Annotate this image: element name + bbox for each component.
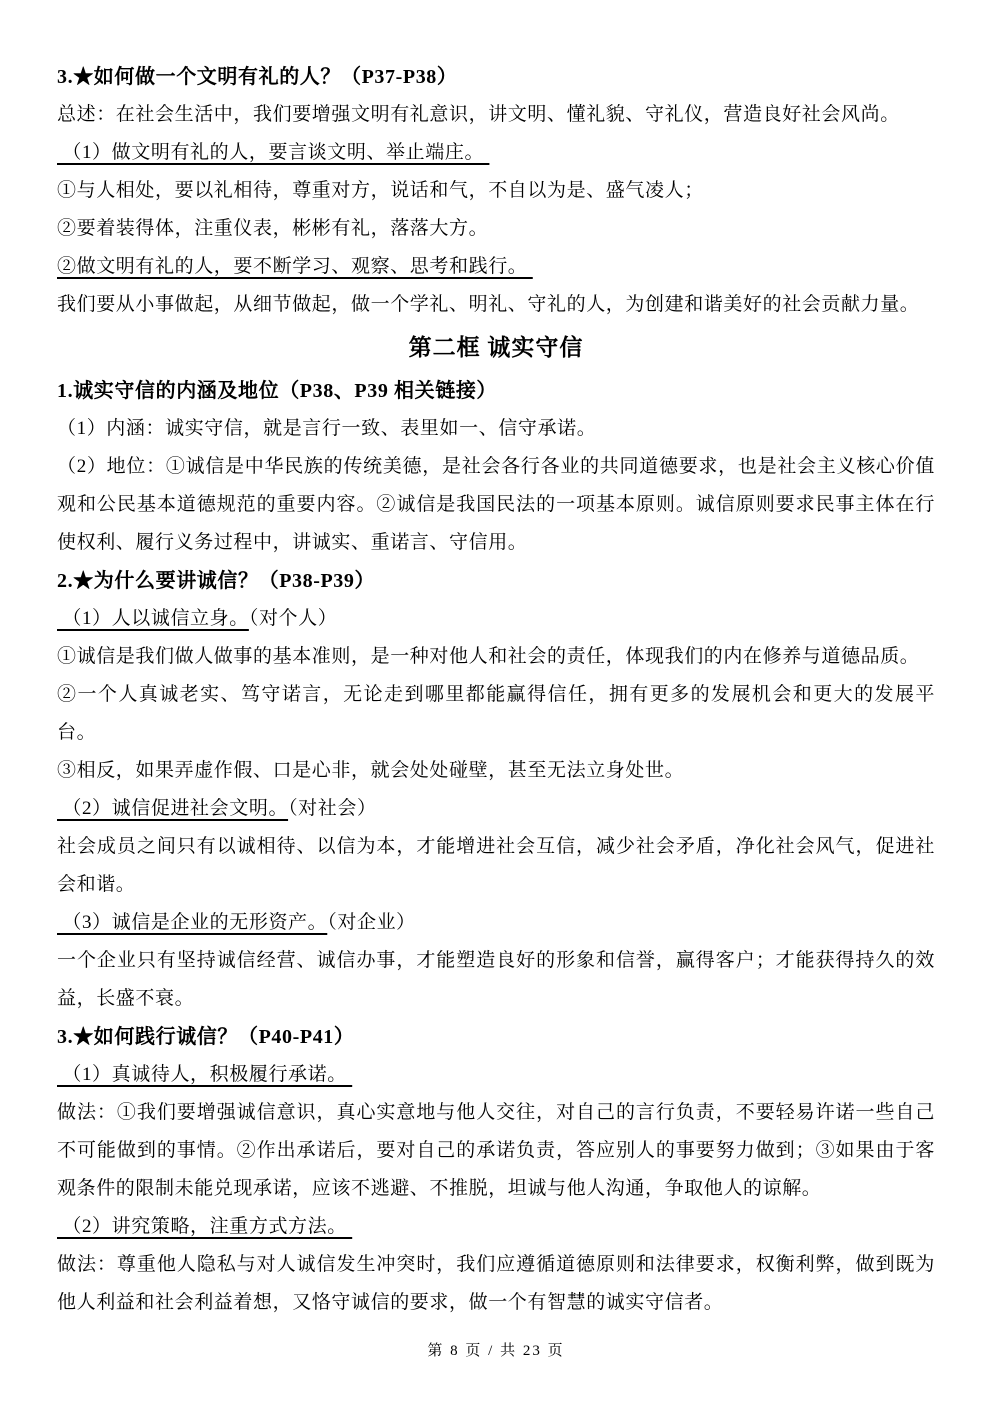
underlined-statement — [57, 790, 935, 828]
underlined-statement — [57, 1208, 935, 1246]
paragraph: ③相反，如果弄虚作假、口是心非，就会处处碰壁，甚至无法立身处世。 — [57, 760, 685, 781]
paragraph: （2）地位：①诚信是中华民族的传统美德，是社会各行各业的共同道德要求，也是社会主义核心价值观和公民基本道德规范的重要内容。②诚信是我国民法的一项基本原则。诚信原则要求民事主体在行使权利、履行义务过程中，讲诚实、重诺言、守信用。 — [57, 456, 935, 553]
underlined-text: （1）人以诚信立身。 — [57, 608, 249, 629]
page-footer: 第 8 页 / 共 23 页 — [427, 1343, 565, 1359]
paragraph: 一个企业只有坚持诚信经营、诚信办事，才能塑造良好的形象和信誉，赢得客户；才能获得持久的效益，长盛不衰。 — [57, 950, 935, 1009]
underlined-text: （3）诚信是企业的无形资产。 — [57, 912, 328, 933]
underlined-text: （1）做文明有礼的人，要言谈文明、举止端庄。 — [57, 142, 490, 163]
paragraph: 总述：在社会生活中，我们要增强文明有礼意识，讲文明、懂礼貌、守礼仪，营造良好社会风尚。 — [57, 104, 900, 125]
section-title: 第二框 诚实守信 — [408, 335, 584, 360]
underlined-statement — [57, 248, 935, 286]
plain-text: （对个人） — [248, 608, 338, 629]
underlined-text: （1）真诚待人，积极履行承诺。 — [57, 1064, 353, 1085]
plain-text: （对社会） — [288, 798, 377, 819]
paragraph: 社会成员之间只有以诚相待、以信为本，才能增进社会互信，减少社会矛盾，净化社会风气，促进社会和谐。 — [57, 836, 935, 895]
underlined-statement — [57, 600, 935, 638]
paragraph: ②一个人真诚老实、笃守诺言，无论走到哪里都能赢得信任，拥有更多的发展机会和更大的发展平台。 — [57, 684, 935, 743]
question-heading: 2.★为什么要讲诚信？（P38-P39） — [57, 570, 376, 592]
underlined-text: （2）诚信促进社会文明。 — [57, 798, 289, 819]
paragraph: 做法：尊重他人隐私与对人诚信发生冲突时，我们应遵循道德原则和法律要求，权衡利弊，做到既为他人利益和社会利益着想，又恪守诚信的要求，做一个有智慧的诚实守信者。 — [57, 1254, 935, 1313]
underlined-statement — [57, 1056, 935, 1094]
paragraph: ①诚信是我们做人做事的基本准则，是一种对他人和社会的责任，体现我们的内在修养与道德品质。 — [57, 646, 920, 667]
paragraph: 我们要从小事做起，从细节做起，做一个学礼、明礼、守礼的人，为创建和谐美好的社会贡献力量。 — [57, 294, 920, 315]
paragraph: ②要着装得体，注重仪表，彬彬有礼，落落大方。 — [57, 218, 489, 239]
paragraph: ①与人相处，要以礼相待，尊重对方，说话和气，不自以为是、盛气凌人； — [57, 180, 704, 201]
underlined-statement — [57, 134, 935, 172]
plain-text: （对企业） — [327, 912, 416, 933]
underlined-text: （2）讲究策略，注重方式方法。 — [57, 1216, 353, 1237]
underlined-text: ②做文明有礼的人，要不断学习、观察、思考和践行。 — [57, 256, 533, 277]
question-heading: 1.诚实守信的内涵及地位（P38、P39 相关链接） — [57, 380, 498, 402]
underlined-statement — [57, 904, 935, 942]
paragraph: （1）内涵：诚实守信，就是言行一致、表里如一、信守承诺。 — [57, 418, 597, 439]
question-heading: 3.★如何践行诚信？（P40-P41） — [57, 1026, 355, 1048]
paragraph: 做法：①我们要增强诚信意识，真心实意地与他人交往，对自己的言行负责，不要轻易许诺一些自己不可能做到的事情。②作出承诺后，要对自己的承诺负责，答应别人的事要努力做到；③如果由于客观条件的限制未能兑现承诺，应该不逃避、不推脱，坦诚与他人沟通，争取他人的谅解。 — [57, 1102, 935, 1199]
question-heading: 3.★如何做一个文明有礼的人？（P37-P38） — [57, 66, 458, 88]
